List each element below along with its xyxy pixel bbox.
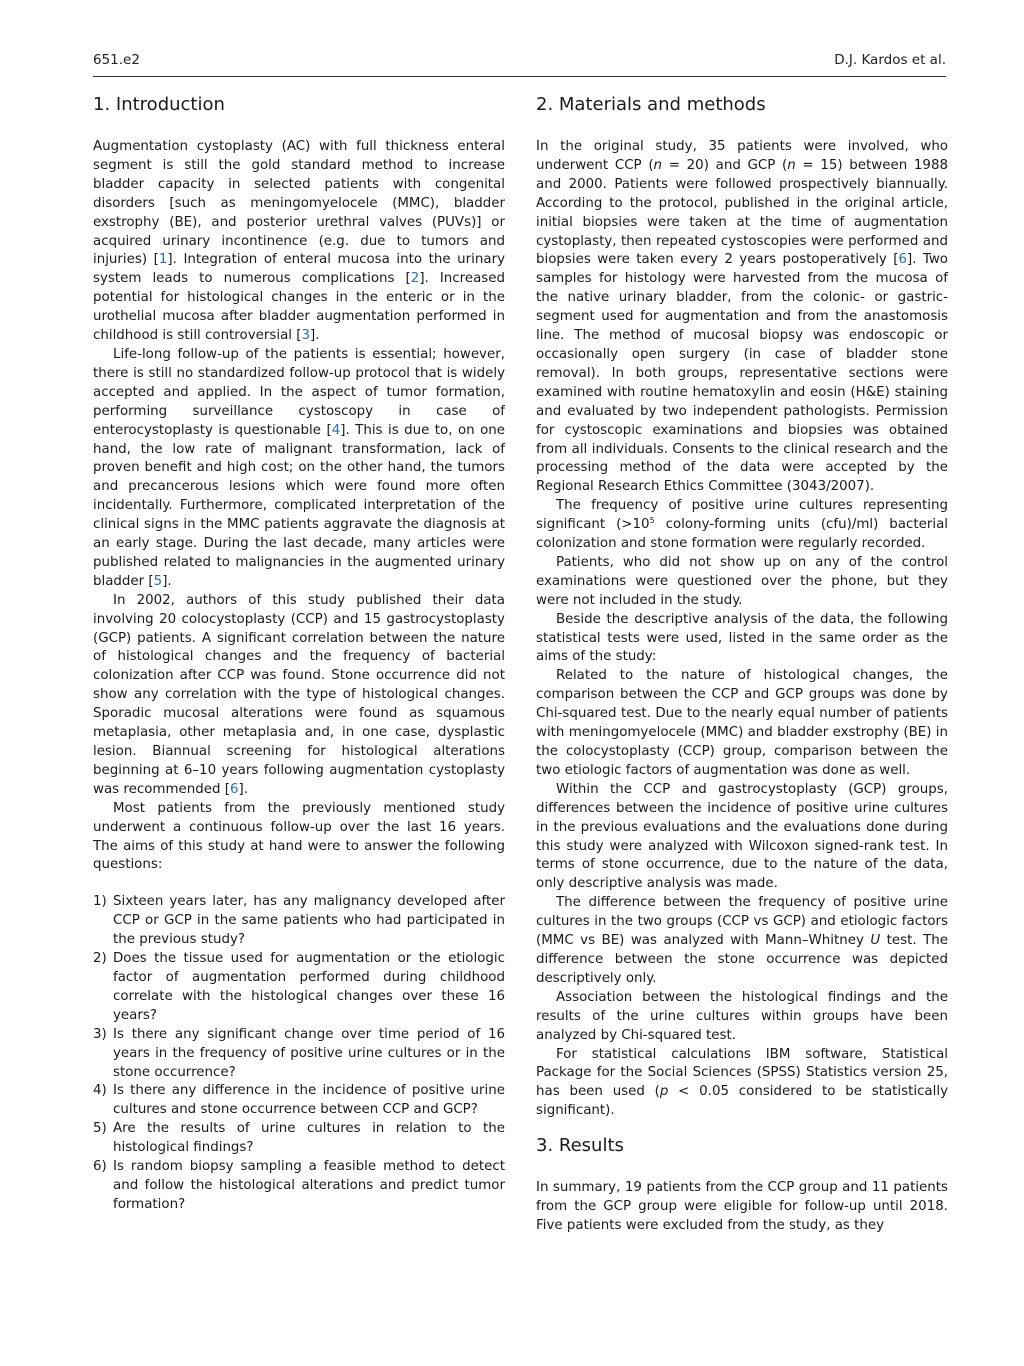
methods-paragraph-7: The difference between the frequency of positive urine cultures in the two groups (CCP vs GCP) and etiologic factors (MMC vs BE) was analyzed with Mann–Whitney U test. The difference between the stone occurrence was depicted descriptively only. [536,895,949,986]
methods-paragraph-5: Related to the nature of histological changes, the comparison between the CCP and GCP groups was done by Chi-squared test. Due to the nearly equal number of patients with meningomyelocele (MMC) and bladder exstrophy (BE) in the colocystoplasty (CCP) group, comparison between the two etiologic factors of augmentation was done as well. [536,668,948,778]
citation-link[interactable]: 5 [153,573,163,589]
citation-link[interactable]: 2 [410,271,420,287]
intro-paragraph-3: In 2002, authors of this study published their data involving 20 colocystoplasty (CCP) and 15 gastrocystoplasty (GCP) patients. A significant correlation between the nature of histological changes and the frequency of bacterial colonization after CCP was found. Stone occurrence did not show any correlation with the type of histological changes. Sporadic mucosal alterations were found as squamous metaplasia, other metaplasia and, in one case, dysplastic lesion. Biannual screening for histological alterations beginning at 6–10 years following augmentation cystoplasty was recommended [6]. [93,592,505,797]
results-paragraph-1: In summary, 19 patients from the CCP group and 11 patients from the GCP group were eligible for follow-up until 2018. Five patients were excluded from the study, as they [536,1180,948,1233]
intro-paragraph-2: Life-long follow-up of the patients is essential; however, there is still no standardized follow-up protocol that is widely accepted and applied. In the aspect of tumor formation, performing surveillance cystoscopy in case of enterocystoplasty is questionable [4]. This is due to, on one hand, the low rate of malignant transformation, lack of proven benefit and high cost; on the other hand, the tumors and precancerous lesions which were found more often incidentally. Furthermore, complicated interpretation of the clinical signs in the MMC patients aggravate the diagnosis at an early stage. During the last decade, many articles were published related to malignancies in the augmented urinary bladder [5]. [93,346,506,589]
methods-paragraph-4: Beside the descriptive analysis of the data, the following statistical tests were used, listed in the same order as the aims of the study: [536,611,948,665]
citation-link[interactable]: 6 [898,252,908,268]
methods-paragraph-1: In the original study, 35 patients were involved, who underwent CCP (n = 20) and GCP (n = 15) between 1988 and 2000. Patients were followed prospectively biannually. According to the protocol, published in the original article, initial biopsies were taken at the time of augmentation cystoplasty, then repeated cystoscopies were performed and biopsies were taken every 2 years postoperatively [6]. Two samples for histology were harvested from the mucosa of the native urinary bladder, from the colonic- or gastric-segment used for augmentation and from the anastomosis line. The method of mucosal biopsy was endoscopic or occasionally open surgery (in case of bladder stone removal). In both groups, representative sections were examined with routine hematoxylin and eosin (H&E) staining and evaluated by two independent pathologists. Permission for cystoscopic examinations and biopsies was obtained from all individuals. Consents to the clinical research and the processing method of the data were accepted by the Regional Research Ethics Committee (3043/2007). [536,139,949,495]
left-column [93,94,505,1215]
citation-link[interactable]: 4 [331,422,341,438]
citation-link[interactable]: 3 [301,328,311,344]
research-questions-list [93,893,505,1214]
list-item: 2) Does the tissue used for augmentation or the etiologic factor of augmentation performed during childhood correlate with the histological changes over these 16 years? [93,951,505,1023]
list-item: 4) Is there any difference in the incidence of positive urine cultures and stone occurrence between CCP and GCP? [93,1083,505,1118]
list-item: 3) Is there any significant change over time period of 16 years in the frequency of positive urine cultures or in the stone occurrence? [93,1026,505,1080]
methods-paragraph-8: Association between the histological findings and the results of the urine cultures within groups have been analyzed by Chi-squared test. [536,989,948,1043]
list-item: 5) Are the results of urine cultures in relation to the histological findings? [93,1121,505,1156]
right-column [536,94,948,1236]
running-header [93,52,946,77]
list-item: 6) Is random biopsy sampling a feasible method to detect and follow the histological alterations and predict tumor formation? [93,1159,505,1212]
methods-heading: 2. Materials and methods [536,94,766,115]
page-number: 651.e2 [93,52,140,68]
list-item: 1) Sixteen years later, has any malignancy developed after CCP or GCP in the same patients who had participated in the previous study? [93,894,505,948]
methods-paragraph-3: Patients, who did not show up on any of the control examinations were questioned over the phone, but they were not included in the study. [536,554,948,608]
running-authors: D.J. Kardos et al. [834,52,946,68]
citation-link[interactable]: 1 [158,252,168,268]
intro-paragraph-4: Most patients from the previously mentioned study underwent a continuous follow-up over the last 16 years. The aims of this study at hand were to answer the following questions: [93,800,505,873]
methods-paragraph-2: The frequency of positive urine cultures representing significant ($>10^5$ colony-forming units (cfu)/ml) bacterial colonization and stone formation were regularly recorded. [536,498,948,552]
introduction-heading: 1. Introduction [93,94,225,115]
methods-paragraph-9: For statistical calculations IBM software, Statistical Package for the Social Sciences (SPSS) Statistics version 25, has been used (p < 0.05 considered to be statistically significant). [536,1046,949,1119]
intro-paragraph-1: Augmentation cystoplasty (AC) with full thickness enteral segment is still the gold standard method to increase bladder capacity in selected patients with congenital disorders [such as meningomyelocele (MMC), bladder exstrophy (BE), and posterior urethral valves (PUVs)] or acquired urinary incontinence (e.g. due to tumors and injuries) [1]. Integration of enteral mucosa into the urinary system leads to numerous complications [2]. Increased potential for histological changes in the enteric or in the urothelial mucosa after bladder augmentation performed in childhood is still controversial [3]. [93,139,506,344]
citation-link[interactable]: 6 [229,781,239,797]
results-heading: 3. Results [536,1135,624,1157]
methods-paragraph-6: Within the CCP and gastrocystoplasty (GCP) groups, differences between the incidence of positive urine cultures in the previous evaluations and the evaluations done during this study were analyzed with Wilcoxon signed-rank test. In terms of stone occurrence, due to the nature of the data, only descriptive analysis was made. [536,781,948,892]
